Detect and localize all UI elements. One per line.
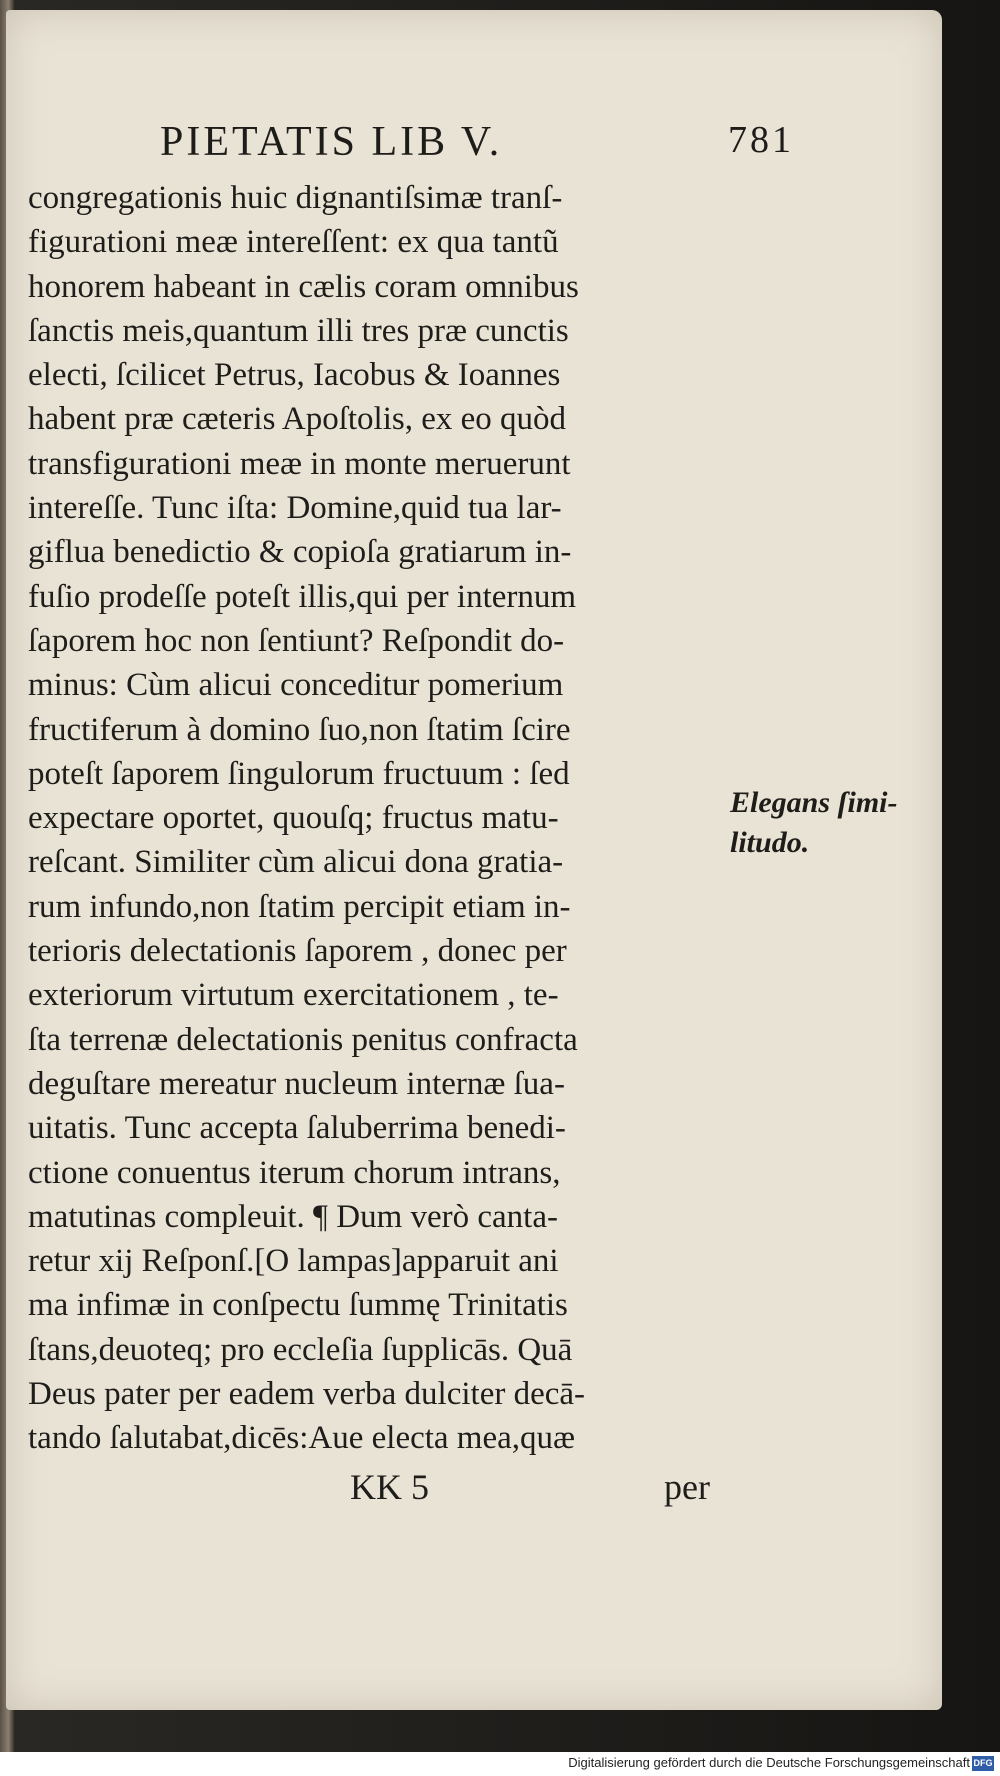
- marginal-note: [730, 783, 930, 863]
- text-line: ſtans,deuoteq; pro eccleſia ſupplicās. Quā: [28, 1331, 573, 1368]
- text-line: figurationi meæ intereſſent: ex qua tantũ: [28, 224, 559, 261]
- body-text: [28, 176, 728, 1461]
- footer-bar: [0, 1752, 1000, 1776]
- catchword: per: [664, 1467, 710, 1507]
- text-line: rum infundo,non ſtatim percipit etiam in-: [28, 888, 571, 925]
- text-line: giflua benedictio & copioſa gratiarum in-: [28, 534, 572, 571]
- text-line: poteſt ſaporem ſingulorum fructuum : ſed: [28, 755, 570, 792]
- text-line: habent præ cæteris Apoſtolis, ex eo quòd: [28, 401, 567, 438]
- text-line: expectare oportet, quouſq; fructus matu-: [28, 800, 559, 837]
- marginal-note-line: litudo.: [730, 826, 810, 859]
- text-line: terioris delectationis ſaporem , donec per: [28, 933, 567, 970]
- funding-credit: Digitalisierung gefördert durch die Deutsche Forschungsgemeinschaft: [568, 1755, 970, 1770]
- text-line: fuſio prodeſſe poteſt illis,qui per internum: [28, 578, 577, 615]
- text-line: honorem habeant in cælis coram omnibus: [28, 268, 579, 305]
- text-line: intereſſe. Tunc iſta: Domine,quid tua lar-: [28, 490, 562, 527]
- text-line: ctione conuentus iterum chorum intrans,: [28, 1154, 561, 1191]
- dfg-logo: DFG: [972, 1756, 994, 1771]
- signature-mark: KK 5: [350, 1467, 429, 1507]
- text-line: uitatis. Tunc accepta ſaluberrima benedi-: [28, 1110, 566, 1147]
- text-line: ſta terrenæ delectationis penitus confracta: [28, 1021, 578, 1058]
- marginal-note-line: Elegans ſimi-: [730, 786, 898, 819]
- text-line: retur xij Reſponſ.[O lampas]apparuit ani: [28, 1243, 559, 1280]
- text-line: transfigurationi meæ in monte meruerunt: [28, 445, 571, 482]
- text-line: congregationis huic dignantiſsimæ tranſ-: [28, 180, 563, 216]
- text-line: tando ſalutabat,dicēs:Aue electa mea,quæ: [28, 1420, 576, 1457]
- text-line: reſcant. Similiter cùm alicui dona gratia-: [28, 844, 564, 881]
- text-line: electi, ſcilicet Petrus, Iacobus & Ioannes: [28, 357, 561, 394]
- text-line: ma infimæ in conſpectu ſummę Trinitatis: [28, 1287, 568, 1324]
- text-line: Deus pater per eadem verba dulciter decā-: [28, 1376, 586, 1413]
- text-line: deguſtare mereatur nucleum internæ ſua-: [28, 1065, 565, 1102]
- text-line: fructiferum à domino ſuo,non ſtatim ſcire: [28, 711, 571, 748]
- running-head-title: PIETATIS LIB V.: [160, 119, 503, 165]
- text-line: ſaporem hoc non ſentiunt? Reſpondit do-: [28, 622, 565, 659]
- text-line: exteriorum virtutum exercitationem , te-: [28, 977, 559, 1014]
- text-line: ſanctis meis,quantum illi tres præ cunctis: [28, 312, 569, 349]
- text-line: matutinas compleuit. ¶ Dum verò canta-: [28, 1198, 558, 1235]
- page-number: 781: [728, 119, 794, 161]
- running-head: [160, 118, 794, 168]
- text-line: minus: Cùm alicui conceditur pomerium: [28, 667, 564, 704]
